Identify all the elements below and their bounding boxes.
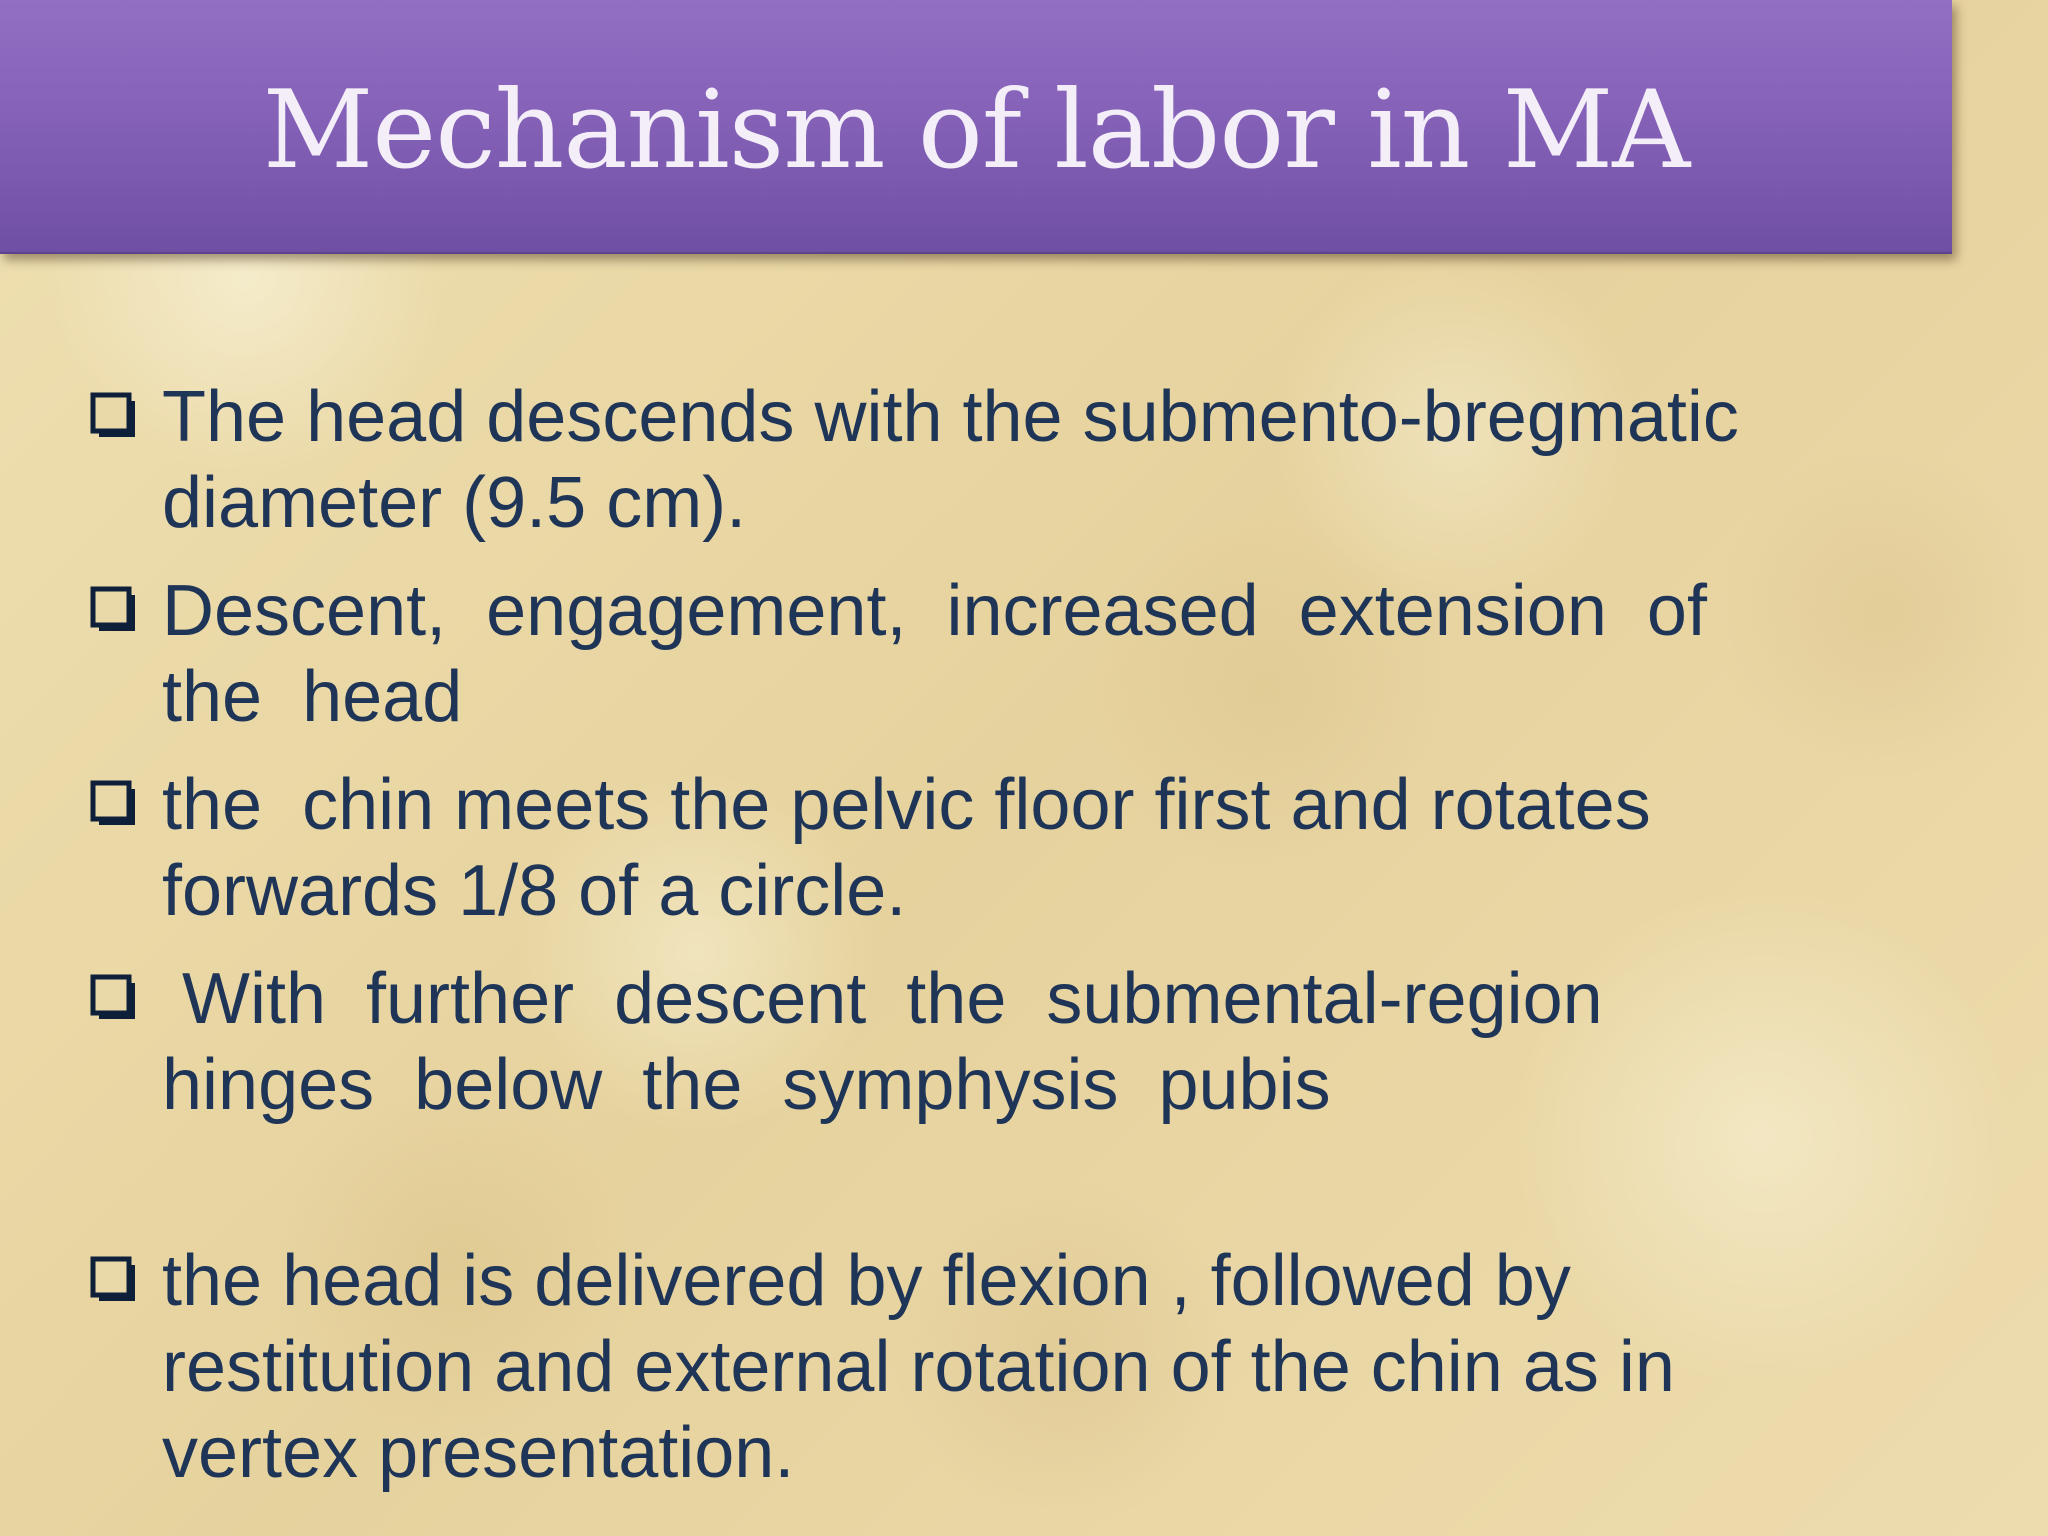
hollow-square-bullet-icon — [90, 586, 138, 634]
bullet-item — [90, 956, 1930, 1128]
hollow-square-bullet-icon — [90, 780, 138, 828]
bullet-line: the head — [162, 657, 463, 737]
bullet-item — [90, 762, 1930, 934]
bullet-line: Descent, engagement, increased extension of — [162, 571, 1707, 651]
bullet-item — [90, 374, 1930, 546]
bullet-line: The head descends with the submento-bregmatic — [162, 377, 1739, 457]
hollow-square-bullet-icon — [90, 974, 138, 1022]
bullet-line: vertex presentation. — [162, 1413, 795, 1493]
bullet-line: diameter (9.5 cm). — [162, 463, 747, 543]
bullet-item — [90, 1238, 1930, 1496]
bullet-line: the head is delivered by flexion , followed by — [162, 1241, 1571, 1321]
bullet-line: restitution and external rotation of the chin as in — [162, 1327, 1675, 1407]
title-bar — [0, 0, 1952, 254]
bullet-line: With further descent the submental-region — [162, 959, 1603, 1039]
hollow-square-bullet-icon — [90, 1256, 138, 1304]
bullet-item — [90, 568, 1930, 740]
bullet-line: forwards 1/8 of a circle. — [162, 851, 907, 931]
bullet-line: hinges below the symphysis pubis — [162, 1045, 1331, 1125]
bullet-line: the chin meets the pelvic floor first and rotates — [162, 765, 1651, 845]
slide-title: Mechanism of labor in MA — [262, 68, 1690, 193]
hollow-square-bullet-icon — [90, 392, 138, 440]
bullet-list — [90, 374, 1930, 1518]
